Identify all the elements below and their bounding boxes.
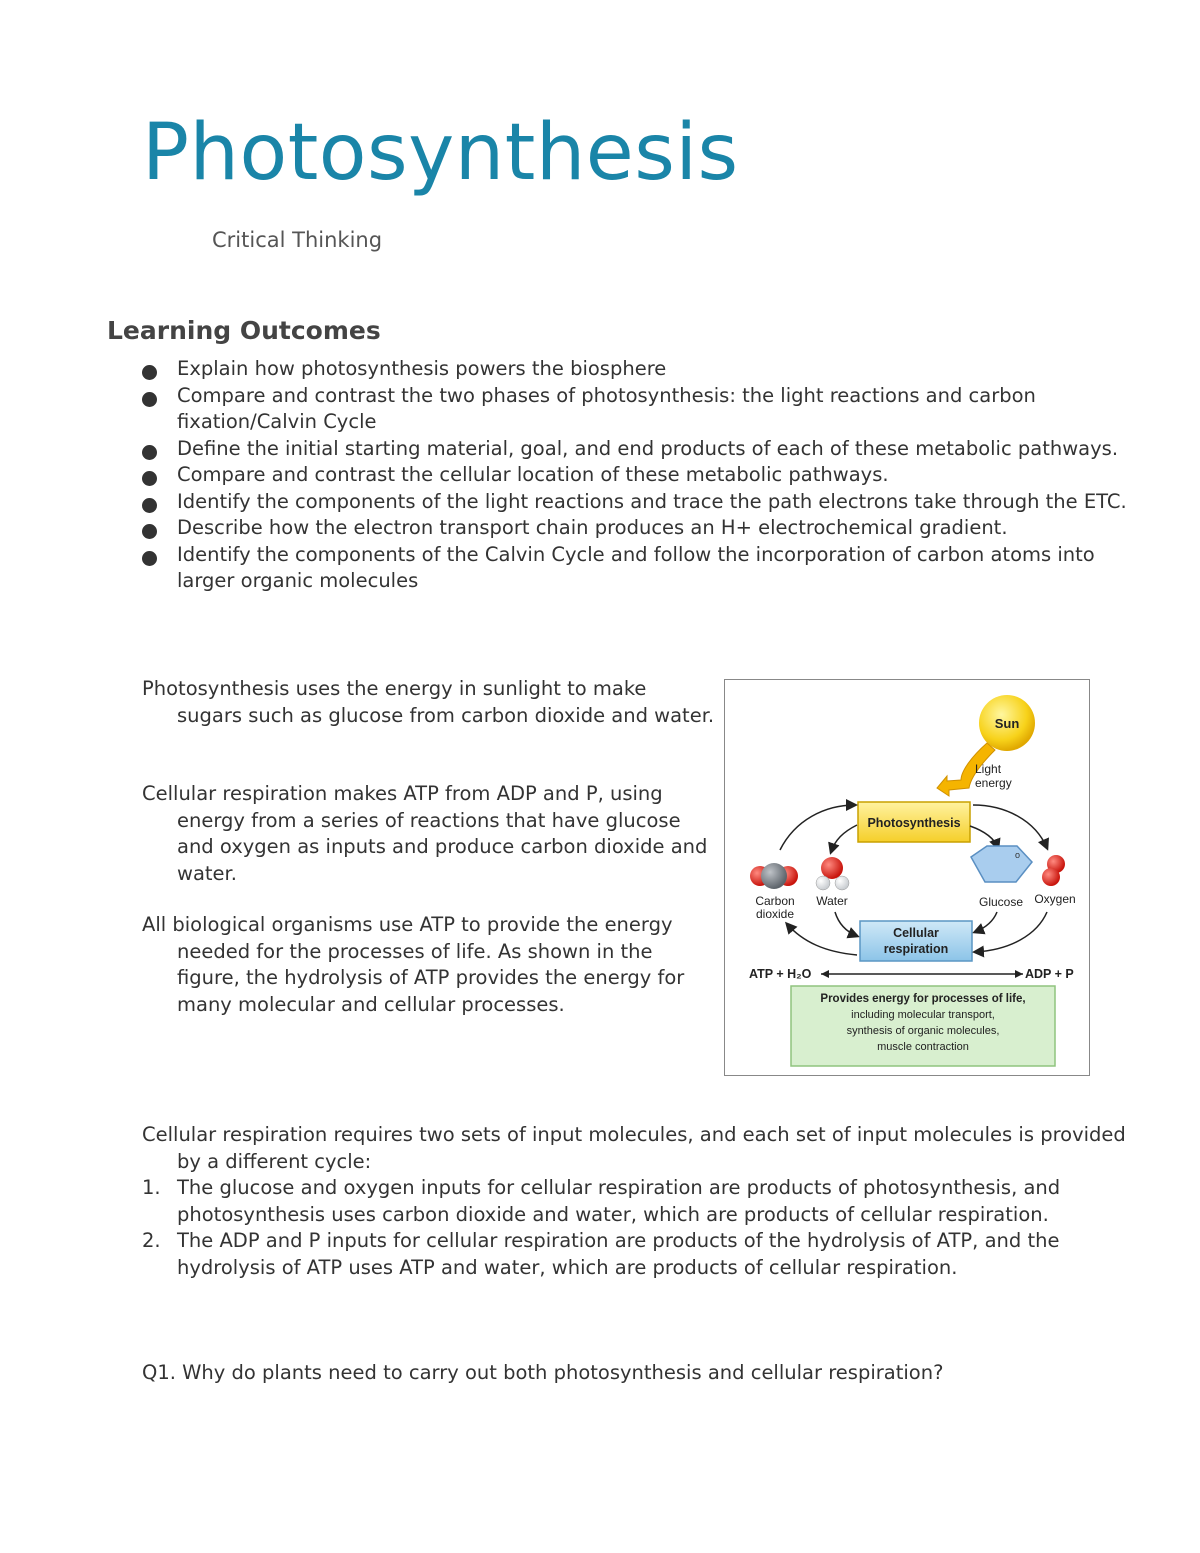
carbon-dioxide-label-2: dioxide	[755, 907, 795, 921]
question-1: Q1. Why do plants need to carry out both photosynthesis and cellular respiration?	[142, 1361, 944, 1384]
list-item: Define the initial starting material, goal, and end products of each of these metabolic pathways.	[142, 436, 1142, 463]
adp-arrowhead-right-icon	[1015, 970, 1023, 978]
arrow-to-water	[831, 825, 857, 852]
arc-arrow-left-top	[780, 805, 855, 850]
page-title: Photosynthesis	[142, 108, 739, 198]
body-paragraph-photosynthesis: Photosynthesis uses the energy in sunlight to make sugars such as glucose from carbon dioxide and water.	[142, 677, 715, 727]
cellular-respiration-label-1: Cellular	[893, 926, 939, 940]
water-molecule-icon	[816, 857, 849, 890]
energy-cycle-figure	[724, 679, 1090, 1076]
bullet-icon	[142, 445, 157, 460]
carbon-dioxide-label-1: Carbon	[755, 894, 795, 908]
cycle-section	[142, 1122, 1132, 1281]
bullet-icon	[142, 524, 157, 539]
sun-label: Sun	[994, 716, 1020, 731]
energy-uses-line-3: synthesis of organic molecules,	[846, 1025, 1000, 1037]
light-energy-label-2: energy	[975, 776, 1012, 790]
energy-uses-line-2: including molecular transport,	[851, 1009, 995, 1021]
page-subtitle: Critical Thinking	[212, 228, 383, 252]
bullet-icon	[142, 498, 157, 513]
adp-p-label: ADP + P	[1025, 967, 1074, 981]
energy-uses-line-1: Provides energy for processes of life,	[820, 993, 1026, 1005]
list-item: Identify the components of the Calvin Cycle and follow the incorporation of carbon atoms into larger organic molecules	[142, 542, 1142, 595]
list-item: Identify the components of the light reactions and trace the path electrons take through the ETC.	[142, 489, 1142, 516]
list-item: 2. The ADP and P inputs for cellular respiration are products of the hydrolysis of ATP, and the hydrolysis of ATP uses ATP and water, which are products of cellular respiration.	[142, 1229, 1060, 1279]
energy-uses-line-4: muscle contraction	[877, 1041, 969, 1053]
bullet-icon	[142, 471, 157, 486]
bullet-icon	[142, 365, 157, 380]
oxygen-label: Oxygen	[1034, 892, 1076, 906]
learning-outcomes-list	[142, 356, 1142, 595]
list-item: 1. The glucose and oxygen inputs for cellular respiration are products of photosynthesis, and photosynthesis uses carbon dioxide and water, which are products of cellular respiration.	[142, 1176, 1061, 1226]
water-label: Water	[816, 894, 848, 908]
body-paragraph-respiration: Cellular respiration makes ATP from ADP and P, using energy from a series of reactions that have glucose and oxygen as inputs and produce carbon dioxide and water.	[142, 782, 708, 885]
carbon-dioxide-molecule-icon	[750, 863, 798, 889]
arrow-glucose-to-resp	[975, 912, 997, 932]
arrow-water-to-resp	[835, 912, 857, 936]
list-item: Explain how photosynthesis powers the biosphere	[142, 356, 1142, 383]
photosynthesis-label: Photosynthesis	[867, 816, 961, 830]
list-item: Describe how the electron transport chain produces an H+ electrochemical gradient.	[142, 515, 1142, 542]
glucose-label: Glucose	[978, 895, 1024, 909]
glucose-hexagon-icon	[971, 846, 1032, 882]
cycle-intro: Cellular respiration requires two sets of input molecules, and each set of input molecules is provided by a different cycle:	[142, 1123, 1126, 1173]
cycle-list	[142, 1175, 1132, 1281]
cellular-respiration-label-2: respiration	[883, 942, 949, 956]
atp-h2o-label: ATP + H₂O	[749, 967, 812, 981]
arc-arrow-right-top	[973, 805, 1047, 848]
learning-outcomes-heading: Learning Outcomes	[107, 316, 381, 345]
oxygen-molecule-icon	[1042, 855, 1065, 886]
body-paragraph-atp: All biological organisms use ATP to provide the energy needed for the processes of life. As shown in the figure, the hydrolysis of ATP provides the energy for many molecular and cellular processes.	[142, 913, 685, 1016]
arc-arrow-right-bottom	[975, 912, 1047, 952]
list-item: Compare and contrast the cellular location of these metabolic pathways.	[142, 462, 1142, 489]
light-energy-label-1: Light	[975, 762, 1002, 776]
arrow-to-glucose	[970, 826, 998, 848]
list-item: Compare and contrast the two phases of photosynthesis: the light reactions and carbon fixation/Calvin Cycle	[142, 383, 1142, 436]
atp-arrowhead-left-icon	[821, 970, 829, 978]
arc-arrow-left-bottom	[787, 924, 857, 955]
bullet-icon	[142, 392, 157, 407]
glucose-ring-oxygen: o	[1015, 850, 1021, 860]
bullet-icon	[142, 551, 157, 566]
